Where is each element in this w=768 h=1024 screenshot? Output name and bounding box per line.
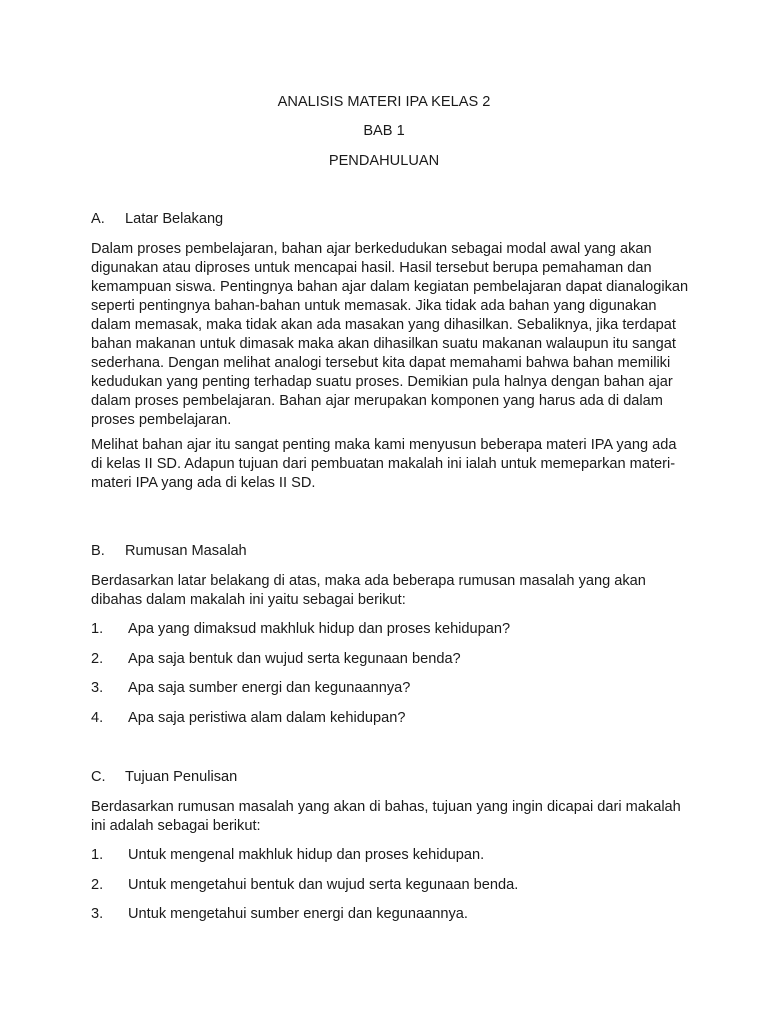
list-item [91,679,691,698]
list-number: 2. [91,650,104,667]
section-letter: A. [91,211,105,227]
section-letter: C. [91,769,106,785]
chapter-number: BAB 1 [363,123,405,139]
list-text: Apa saja peristiwa alam dalam kehidupan? [128,709,406,726]
section-rumusan-masalah [91,542,691,738]
section-heading-text: Latar Belakang [125,211,224,227]
document-title: ANALISIS MATERI IPA KELAS 2 [277,94,491,110]
list-number: 1. [91,847,104,863]
list-item [91,905,691,924]
list-item [91,846,691,865]
list-item [91,620,691,639]
list-item [91,709,691,728]
section-heading-text: Tujuan Penulisan [125,769,238,785]
problem-intro: Berdasarkan latar belakang di atas, maka ada beberapa rumusan masalah yang akan dibahas dalam makalah ini yaitu sebagai berikut: [91,573,646,608]
list-text: Untuk mengenal makhluk hidup dan proses kehidupan. [128,847,485,863]
list-item [91,650,691,669]
section-latar-belakang [91,210,691,493]
background-paragraph-1: Dalam proses pembelajaran, bahan ajar berkedudukan sebagai modal awal yang akan digunakan atau diproses untuk mencapai hasil. Hasil tersebut berupa pemahaman dan kemampuan siswa. Pentingnya bahan ajar dalam kegiatan pembelajaran dapat dianalogikan seperti pentingnya bahan-bahan untuk memasak. Jika tidak ada bahan yang digunakan dalam memasak, maka tidak akan ada masakan yang dihasilkan. Sebaliknya, jika terdapat bahan makanan untuk dimasak maka akan dihasilkan suatu makanan walaupun itu sangat sederhana. Dengan melihat analogi tersebut kita dapat memahami bahwa bahan memiliki kedudukan yang penting terhadap suatu proses. Demikian pula halnya dengan bahan ajar dalam proses pembelajaran. Bahan ajar merupakan komponen yang harus ada di dalam proses pembelajaran. [91,241,689,428]
purpose-intro: Berdasarkan rumusan masalah yang akan di bahas, tujuan yang ingin dicapai dari makalah ini adalah sebagai berikut: [91,799,681,834]
list-number: 1. [91,621,104,637]
list-number: 4. [91,709,104,726]
section-heading-text: Rumusan Masalah [125,543,247,559]
list-text: Apa saja bentuk dan wujud serta kegunaan benda? [128,650,461,667]
list-text: Apa yang dimaksud makhluk hidup dan proses kehidupan? [128,621,511,637]
list-item [91,876,691,895]
chapter-title: PENDAHULUAN [328,153,440,169]
section-heading [91,768,691,787]
list-number: 3. [91,680,104,696]
list-number: 2. [91,876,104,893]
list-text: Apa saja sumber energi dan kegunaannya? [128,680,411,696]
section-heading [91,210,691,229]
section-letter: B. [91,543,105,559]
section-tujuan-penulisan [91,768,691,935]
purpose-list [91,846,691,924]
list-text: Untuk mengetahui bentuk dan wujud serta kegunaan benda. [128,876,519,893]
list-text: Untuk mengetahui sumber energi dan kegunaannya. [128,906,468,922]
background-paragraph-2: Melihat bahan ajar itu sangat penting maka kami menyusun beberapa materi IPA yang ada di kelas II SD. Adapun tujuan dari pembuatan makalah ini ialah untuk memeparkan materi-materi IPA yang ada di kelas II SD. [91,437,677,491]
section-heading [91,542,691,561]
list-number: 3. [91,906,104,922]
problem-list [91,620,691,728]
